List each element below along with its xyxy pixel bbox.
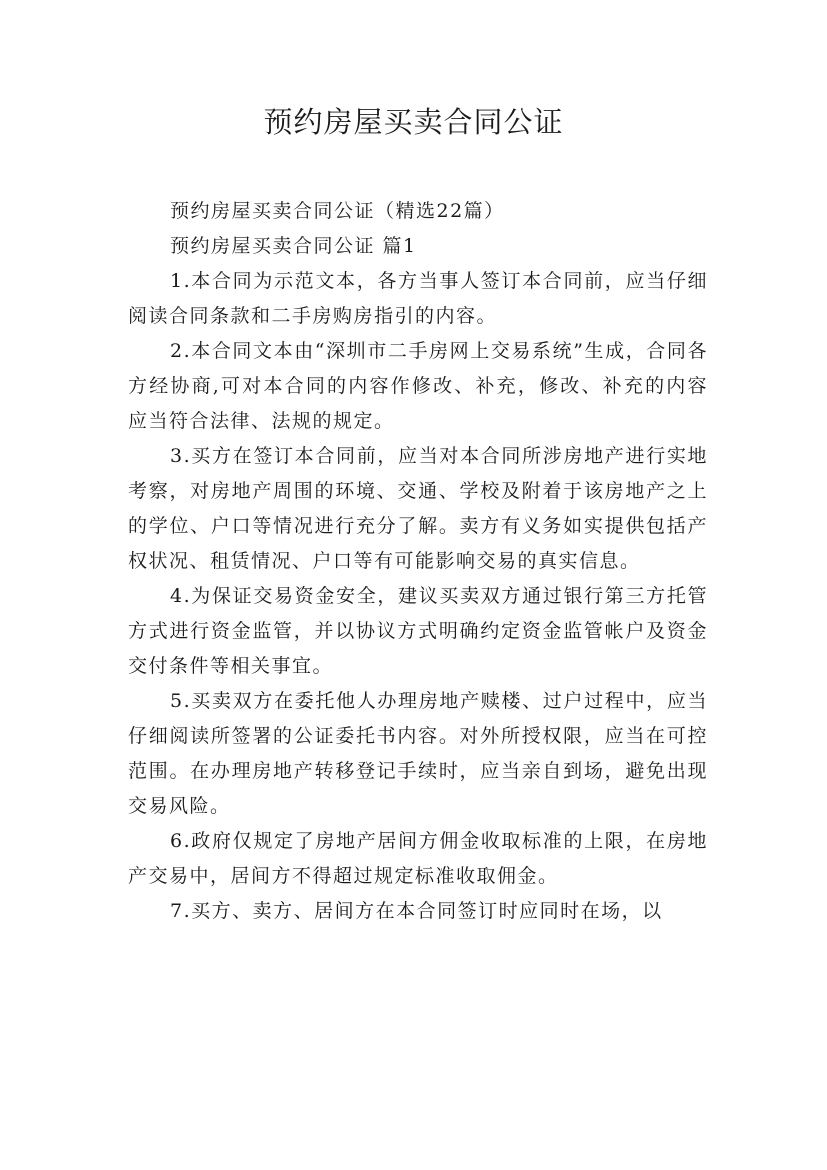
- paragraph-5: 5.买卖双方在委托他人办理房地产赎楼、过户过程中，应当仔细阅读所签署的公证委托书内容。对外所授权限，应当在可控范围。在办理房地产转移登记手续时，应当亲自到场，避免出现交易风险。: [128, 690, 708, 817]
- section-heading: 预约房屋买卖合同公证 篇1: [170, 235, 417, 257]
- paragraph-2: 2.本合同文本由“深圳市二手房网上交易系统”生成，合同各方经协商,可对本合同的内容作修改、补充，修改、补充的内容应当符合法律、法规的规定。: [128, 340, 708, 432]
- document-title: 预约房屋买卖合同公证: [263, 105, 564, 139]
- paragraph-3: 3.买方在签订本合同前，应当对本合同所涉房地产进行实地考察，对房地产周围的环境、交通、学校及附着于该房地产之上的学位、户口等情况进行充分了解。卖方有义务如实提供包括产权状况、租赁情况、户口等有可能影响交易的真实信息。: [128, 445, 708, 572]
- paragraph-1: 1.本合同为示范文本，各方当事人签订本合同前，应当仔细阅读合同条款和二手房购房指引的内容。: [128, 270, 708, 327]
- document-body: [128, 194, 708, 929]
- document-subtitle: 预约房屋买卖合同公证（精选22篇）: [170, 200, 505, 222]
- paragraph-6: 6.政府仅规定了房地产居间方佣金收取标准的上限，在房地产交易中，居间方不得超过规定标准收取佣金。: [128, 830, 708, 887]
- paragraph-7: 7.买方、卖方、居间方在本合同签订时应同时在场，以: [170, 900, 663, 922]
- paragraph-4: 4.为保证交易资金安全，建议买卖双方通过银行第三方托管方式进行资金监管，并以协议方式明确约定资金监管帐户及资金交付条件等相关事宜。: [128, 585, 708, 677]
